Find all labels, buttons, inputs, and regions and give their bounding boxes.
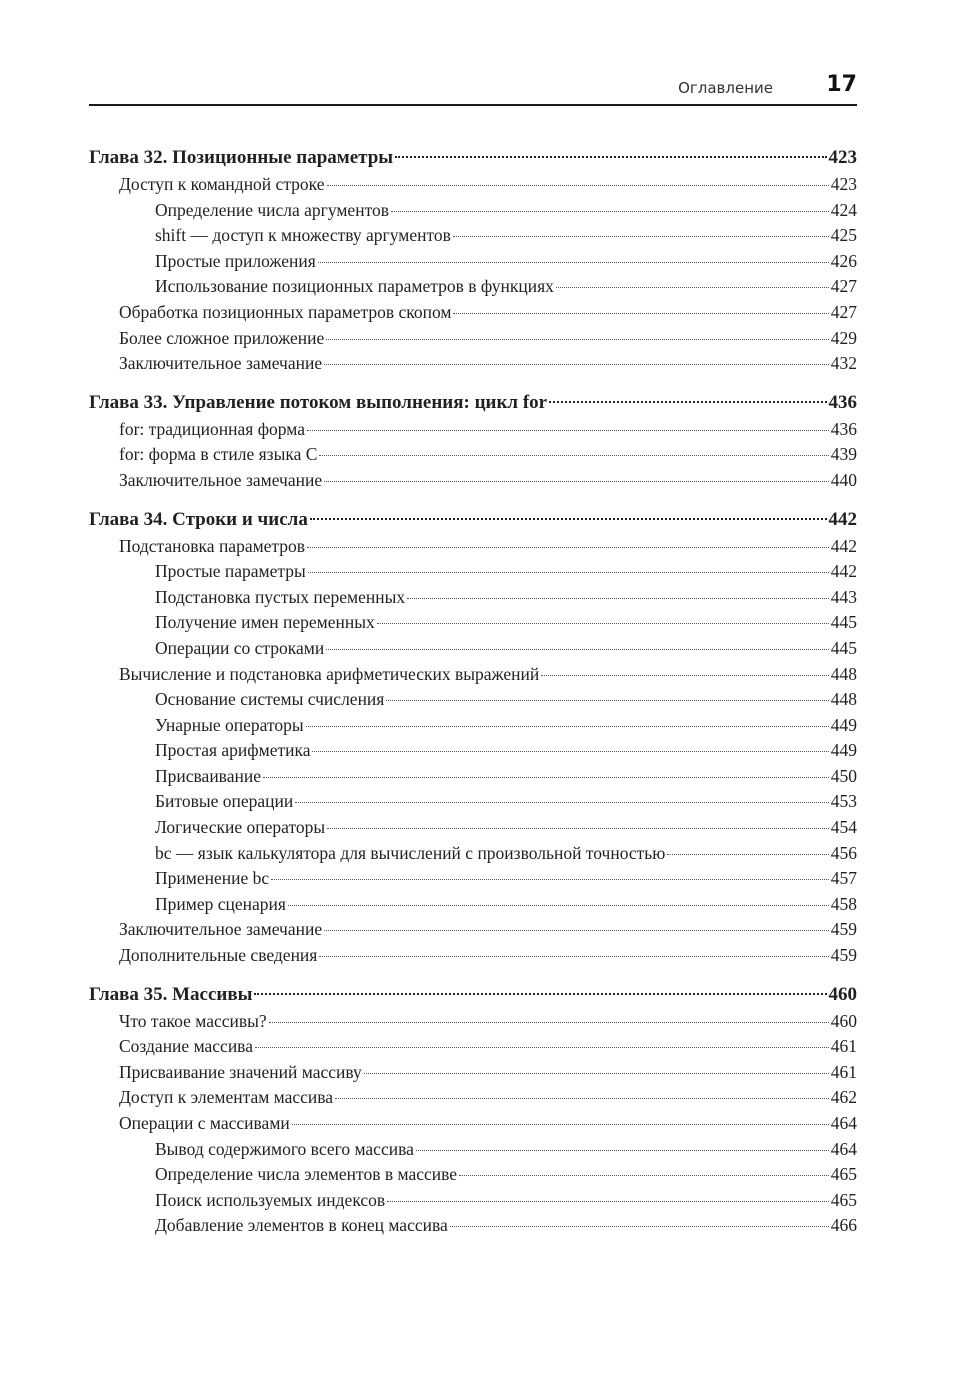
dot-leader [549, 401, 826, 403]
toc-entry-label: Определение числа элементов в массиве [155, 1164, 458, 1185]
toc-entry-label: Более сложное приложение [119, 327, 325, 348]
toc-section[interactable] [89, 417, 857, 443]
toc-entry-label: Простая арифметика [155, 740, 311, 761]
dot-leader [310, 518, 827, 520]
toc-section[interactable] [89, 1085, 857, 1111]
dot-leader [263, 777, 829, 778]
dot-leader [326, 339, 829, 340]
toc-entry-page: 449 [830, 740, 857, 761]
toc-subsection[interactable] [89, 249, 857, 275]
dot-leader [391, 211, 829, 212]
dot-leader [556, 287, 829, 288]
dot-leader [288, 905, 829, 906]
toc-entry-label: shift — доступ к множеству аргументов [155, 225, 451, 246]
toc-entry-page: 439 [830, 444, 857, 465]
toc-chapter [89, 389, 857, 494]
toc-entry-page: 443 [830, 586, 857, 607]
dot-leader [395, 156, 826, 158]
toc-entry-label: for: традиционная форма [119, 418, 305, 439]
toc-entry-page: 464 [830, 1113, 857, 1133]
toc-subsection[interactable] [89, 841, 857, 867]
toc-entry-label: Обработка позиционных параметров скопом [119, 301, 452, 322]
toc-subsection[interactable] [89, 585, 857, 611]
toc-subsection[interactable] [89, 866, 857, 892]
toc-entry-page: 465 [830, 1189, 857, 1210]
toc-entry-label: Получение имен переменных [155, 612, 375, 633]
toc-subsection[interactable] [89, 223, 857, 249]
page-number: 17 [826, 72, 857, 97]
toc-subsection[interactable] [89, 610, 857, 636]
toc-entry-page: 460 [830, 1010, 857, 1031]
dot-leader [416, 1150, 829, 1151]
dot-leader [459, 1175, 829, 1176]
dot-leader [327, 185, 829, 186]
toc-entry-label: Заключительное замечание [119, 919, 323, 940]
dot-leader [364, 1073, 829, 1074]
toc-entry-page: 427 [830, 301, 857, 322]
toc-entry-label: Использование позиционных параметров в функциях [155, 276, 554, 297]
toc-section[interactable] [89, 534, 857, 560]
toc-entry-label: Дополнительные сведения [119, 945, 318, 966]
toc-subsection[interactable] [89, 559, 857, 585]
toc-entry-page: 456 [830, 842, 857, 863]
toc-entry-page: 449 [830, 714, 857, 735]
dot-leader [306, 726, 829, 727]
dot-leader [312, 751, 828, 752]
toc-entry-page: 464 [830, 1138, 857, 1159]
toc-entry-label: Пример сценария [155, 893, 286, 914]
toc-section[interactable] [89, 172, 857, 198]
dot-leader [326, 649, 829, 650]
toc-subsection[interactable] [89, 892, 857, 918]
dot-leader [667, 854, 828, 855]
toc-entry-label: Заключительное замечание [119, 353, 323, 374]
running-header-title: Оглавление [678, 79, 773, 97]
toc-subsection[interactable] [89, 789, 857, 815]
toc-section[interactable] [89, 351, 857, 377]
dot-leader [295, 802, 829, 803]
toc-entry-label: Доступ к командной строке [119, 174, 325, 194]
dot-leader [407, 598, 829, 599]
toc-entry-page: 436 [830, 418, 857, 439]
toc-entry-page: 460 [828, 983, 857, 1005]
dot-leader [307, 430, 829, 431]
toc-entry-page: 424 [830, 199, 857, 220]
toc-subsection[interactable] [89, 815, 857, 841]
dot-leader [453, 313, 828, 314]
toc-entry-label: Вычисление и подстановка арифметических выражений [119, 663, 540, 684]
toc-entry-page: 423 [830, 174, 857, 194]
dot-leader [324, 930, 829, 931]
toc-entry-label: Логические операторы [155, 817, 326, 838]
dot-leader [319, 455, 828, 456]
toc-entry-page: 453 [830, 791, 857, 812]
toc-entry-page: 448 [830, 663, 857, 684]
toc-entry-label: Добавление элементов в конец массива [155, 1215, 448, 1236]
toc-subsection[interactable] [89, 1137, 857, 1163]
toc-entry-page: 466 [830, 1215, 857, 1236]
dot-leader [450, 1226, 829, 1227]
toc-chapter-heading[interactable] [89, 981, 857, 1009]
dot-leader [324, 364, 829, 365]
toc-section[interactable] [89, 1034, 857, 1060]
toc-entry-page: 462 [830, 1087, 857, 1108]
running-header [89, 70, 857, 106]
dot-leader [254, 993, 826, 995]
toc-entry-label: Операции с массивами [119, 1113, 290, 1133]
toc-subsection[interactable] [89, 274, 857, 300]
toc-subsection[interactable] [89, 1188, 857, 1214]
toc-entry-label: Подстановка пустых переменных [155, 586, 406, 607]
dot-leader [271, 879, 829, 880]
toc-entry-page: 457 [830, 868, 857, 889]
toc-entry-label: Вывод содержимого всего массива [155, 1138, 414, 1159]
toc-section[interactable] [89, 1111, 857, 1137]
toc-entry-page: 461 [830, 1061, 857, 1082]
toc-entry-page: 450 [830, 765, 857, 786]
toc-entry-label: Операции со строками [155, 637, 325, 658]
toc-entry-label: Присваивание значений массиву [119, 1061, 362, 1082]
toc-entry-page: 427 [830, 276, 857, 297]
dot-leader [377, 623, 829, 624]
table-of-contents [89, 144, 857, 1251]
toc-section[interactable] [89, 442, 857, 468]
toc-entry-page: 436 [828, 391, 857, 413]
toc-entry-page: 445 [830, 637, 857, 658]
dot-leader [255, 1047, 829, 1048]
toc-entry-label: bc — язык калькулятора для вычислений с произвольной точностью [155, 842, 666, 863]
toc-entry-label: Битовые операции [155, 791, 294, 812]
toc-subsection[interactable] [89, 738, 857, 764]
toc-entry-label: Присваивание [155, 765, 261, 786]
toc-entry-page: 442 [830, 535, 857, 556]
toc-chapter [89, 506, 857, 969]
toc-entry-label: Глава 33. Управление потоком выполнения: цикл for [89, 391, 548, 413]
toc-section[interactable] [89, 662, 857, 688]
toc-entry-label: Поиск используемых индексов [155, 1189, 386, 1210]
toc-subsection[interactable] [89, 687, 857, 713]
dot-leader [292, 1124, 829, 1125]
dot-leader [307, 547, 829, 548]
toc-section[interactable] [89, 917, 857, 943]
dot-leader [386, 700, 828, 701]
toc-entry-label: Глава 34. Строки и числа [89, 508, 308, 530]
toc-section[interactable] [89, 1009, 857, 1035]
dot-leader [335, 1098, 829, 1099]
dot-leader [269, 1022, 829, 1023]
toc-entry-page: 445 [830, 612, 857, 633]
toc-entry-label: Унарные операторы [155, 714, 304, 735]
dot-leader [308, 572, 829, 573]
toc-entry-page: 454 [830, 817, 857, 838]
toc-entry-label: Простые параметры [155, 561, 306, 582]
toc-entry-page: 459 [830, 945, 857, 966]
toc-entry-label: Определение числа аргументов [155, 199, 389, 220]
toc-entry-page: 458 [830, 893, 857, 914]
dot-leader [387, 1201, 829, 1202]
dot-leader [453, 236, 829, 237]
dot-leader [319, 956, 828, 957]
toc-entry-page: 426 [830, 250, 857, 271]
toc-entry-page: 442 [830, 561, 857, 582]
dot-leader [318, 262, 829, 263]
toc-entry-label: Подстановка параметров [119, 535, 306, 556]
toc-subsection[interactable] [89, 198, 857, 224]
toc-chapter [89, 981, 857, 1239]
toc-entry-page: 440 [830, 469, 857, 490]
toc-subsection[interactable] [89, 1162, 857, 1188]
toc-entry-label: Что такое массивы? [119, 1010, 267, 1031]
toc-chapter-heading[interactable] [89, 144, 857, 172]
toc-entry-page: 459 [830, 919, 857, 940]
toc-entry-label: for: форма в стиле языка C [119, 444, 318, 465]
toc-entry-label: Глава 32. Позиционные параметры [89, 147, 394, 168]
toc-chapter-heading[interactable] [89, 506, 857, 534]
toc-chapter-heading[interactable] [89, 389, 857, 417]
toc-entry-label: Заключительное замечание [119, 469, 323, 490]
toc-entry-label: Основание системы счисления [155, 689, 385, 710]
toc-entry-label: Применение bc [155, 868, 270, 889]
toc-entry-page: 461 [830, 1036, 857, 1057]
dot-leader [541, 675, 829, 676]
dot-leader [327, 828, 829, 829]
toc-subsection[interactable] [89, 764, 857, 790]
toc-entry-page: 429 [830, 327, 857, 348]
toc-section[interactable] [89, 1060, 857, 1086]
toc-section[interactable] [89, 326, 857, 352]
toc-entry-label: Глава 35. Массивы [89, 983, 253, 1005]
toc-entry-page: 465 [830, 1164, 857, 1185]
toc-entry-label: Доступ к элементам массива [119, 1087, 334, 1108]
toc-entry-page: 432 [830, 353, 857, 374]
toc-section[interactable] [89, 468, 857, 494]
toc-entry-page: 425 [830, 225, 857, 246]
toc-section[interactable] [89, 943, 857, 969]
toc-entry-label: Простые приложения [155, 250, 316, 271]
toc-entry-page: 423 [828, 147, 857, 168]
toc-entry-page: 442 [828, 508, 857, 530]
dot-leader [324, 481, 829, 482]
toc-chapter [89, 144, 857, 377]
toc-subsection[interactable] [89, 636, 857, 662]
toc-subsection[interactable] [89, 1213, 857, 1239]
toc-entry-page: 448 [830, 689, 857, 710]
toc-subsection[interactable] [89, 713, 857, 739]
toc-entry-label: Создание массива [119, 1036, 253, 1057]
toc-section[interactable] [89, 300, 857, 326]
